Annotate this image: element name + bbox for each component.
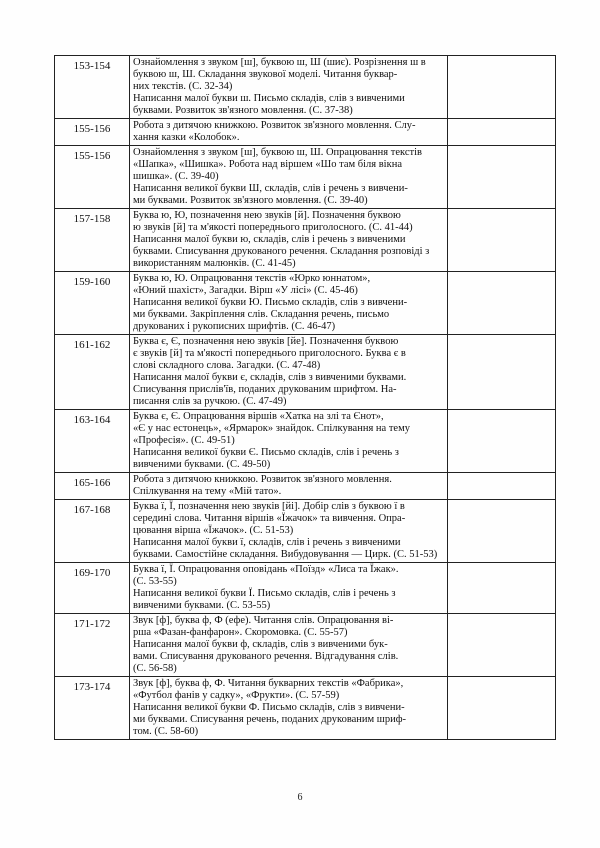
topic-line: «Професія». (С. 49-51) [133,435,235,446]
topic-line: середині слова. Читання віршів «Їжачок» та вивчення. Опра- [133,513,406,524]
table-row [55,677,556,740]
topic-line: використанням малюнків. (С. 41-45) [133,258,296,269]
topic-line: Буква є, Є, позначення нею звуків [йе]. Позначення буквою [133,336,399,347]
lesson-number-cell: 165-166 [55,473,130,500]
lesson-number-cell: 163-164 [55,410,130,473]
topic-line: Написання малої букви є, складів, слів з вивченими буквами. [133,372,407,383]
table-row [55,563,556,614]
topic-line: «Юний шахіст», Загадки. Вірш «У лісі» (С. 45-46) [133,285,358,296]
table-row [55,209,556,272]
topic-line: Буква є, Є. Опрацювання віршів «Хатка на злі та Єнот», [133,411,384,422]
topic-line: Написання великої букви Ї. Письмо складів, слів і речень з [133,588,396,599]
lesson-topic-cell [130,56,448,119]
topic-line: Буква ї, Ї, позначення нею звуків [йі]. Добір слів з буквою ї в [133,501,405,512]
lesson-topic-cell [130,119,448,146]
lesson-topic-cell [130,410,448,473]
topic-line: Написання великої букви Ш, складів, слів і речень з вивчени- [133,183,408,194]
lesson-number-cell: 161-162 [55,335,130,410]
lesson-number-cell: 171-172 [55,614,130,677]
topic-line: Написання великої букви Ю. Письмо складів, слів з вивчени- [133,297,408,308]
topic-line: Робота з дитячою книжкою. Розвиток зв'язного мовлення. [133,474,392,485]
notes-cell [448,614,556,677]
lesson-number-cell: 157-158 [55,209,130,272]
lesson-number-cell: 169-170 [55,563,130,614]
topic-line: Буква ю, Ю. Опрацювання текстів «Юрко юннатом», [133,273,371,284]
table-row [55,500,556,563]
topic-line: ми буквами. Списування речень, поданих друкованим шриф- [133,714,407,725]
notes-cell [448,473,556,500]
topic-line: рша «Фазан-фанфарон». Скоромовка. (С. 55-57) [133,627,348,638]
topic-line: ми буквами. Закріплення слів. Складання речень, письмо [133,309,390,320]
topic-line: Написання малої букви ї, складів, слів і речень з вивченими [133,537,401,548]
lesson-number-cell: 155-156 [55,146,130,209]
notes-cell [448,335,556,410]
topic-line: ю звуків [й] та м'якості попереднього приголосного. (С. 41-44) [133,222,413,233]
topic-line: друкованих і рукописних шрифтів. (С. 46-47) [133,321,336,332]
lesson-number-cell: 173-174 [55,677,130,740]
lesson-topic-cell [130,677,448,740]
lesson-number-cell: 155-156 [55,119,130,146]
topic-line: (С. 53-55) [133,576,177,587]
topic-line: «Шапка», «Шишка». Робота над віршем «Шо там біля вікна [133,159,402,170]
topic-line: (С. 56-58) [133,663,177,674]
topic-line: «Є у нас естонець», «Ярмарок» знайдок. Спілкування на тему [133,423,410,434]
topic-line: хання казки «Колобок». [133,132,240,143]
notes-cell [448,500,556,563]
lesson-topic-cell [130,500,448,563]
topic-line: буквою ш, Ш. Складання звукової моделі. Читання буквар- [133,69,398,80]
topic-line: шишка». (С. 39-40) [133,171,219,182]
lesson-plan-body [55,56,556,740]
topic-line: Спілкування на тему «Мій тато». [133,486,282,497]
topic-line: Списування прислів'їв, поданих друкованим шрифтом. На- [133,384,397,395]
topic-line: буквами. Розвиток зв'язного мовлення. (С. 37-38) [133,105,353,116]
topic-line: Звук [ф], буква ф, Ф. Читання букварних текстів «Фабрика», [133,678,404,689]
notes-cell [448,563,556,614]
topic-line: «Футбол фанів у садку», «Фрукти». (С. 57-59) [133,690,340,701]
lesson-number-cell: 167-168 [55,500,130,563]
table-row [55,614,556,677]
topic-line: Написання великої букви Є. Письмо складів, слів і речень з [133,447,399,458]
topic-line: Звук [ф], буква ф, Ф (ефе). Читання слів. Опрацювання ві- [133,615,394,626]
topic-line: вивченими буквами. (С. 49-50) [133,459,271,470]
topic-line: Написання великої букви Ф. Письмо складів, слів з вивчени- [133,702,405,713]
notes-cell [448,209,556,272]
topic-line: том. (С. 58-60) [133,726,199,737]
topic-line: ми буквами. Розвиток зв'язного мовлення. (С. 39-40) [133,195,368,206]
table-row [55,119,556,146]
notes-cell [448,56,556,119]
notes-cell [448,677,556,740]
notes-cell [448,146,556,209]
topic-line: є звуків [й] та м'якості попереднього приголосного. Буква є в [133,348,406,359]
table-row [55,56,556,119]
lesson-topic-cell [130,614,448,677]
lesson-number-cell: 159-160 [55,272,130,335]
lesson-topic-cell [130,473,448,500]
topic-line: Робота з дитячою книжкою. Розвиток зв'язного мовлення. Слу- [133,120,416,131]
notes-cell [448,119,556,146]
topic-line: буквами. Списування друкованого речення. Складання розповіді з [133,246,430,257]
table-row [55,410,556,473]
lesson-plan-table [54,55,556,740]
topic-line: цювання вірша «Їжачок». (С. 51-53) [133,525,294,536]
topic-line: Ознайомлення з звуком [ш], буквою ш, Ш. Опрацювання текстів [133,147,422,158]
page-number: 6 [297,792,303,803]
table-row [55,473,556,500]
topic-line: Буква ю, Ю, позначення нею звуків [й]. Позначення буквою [133,210,401,221]
topic-line: них текстів. (С. 32-34) [133,81,233,92]
topic-line: Написання малої букви ш. Письмо складів, слів з вивченими [133,93,405,104]
table-row [55,146,556,209]
lesson-topic-cell [130,563,448,614]
lesson-topic-cell [130,335,448,410]
lesson-number-cell: 153-154 [55,56,130,119]
lesson-topic-cell [130,209,448,272]
table-row [55,335,556,410]
topic-line: Написання малої букви ф, складів, слів з вивченими бук- [133,639,388,650]
topic-line: вами. Списування друкованого речення. Відгадування слів. [133,651,399,662]
notes-cell [448,410,556,473]
lesson-topic-cell [130,272,448,335]
notes-cell [448,272,556,335]
topic-line: вивченими буквами. (С. 53-55) [133,600,271,611]
topic-line: слові складного слова. Загадки. (С. 47-48) [133,360,321,371]
table-row [55,272,556,335]
topic-line: Ознайомлення з звуком [ш], буквою ш, Ш (шиє). Розрізнення ш в [133,57,426,68]
topic-line: писання слів за ручкою. (С. 47-49) [133,396,287,407]
topic-line: буквами. Самостійне складання. Вибудовування — Цирк. (С. 51-53) [133,549,438,560]
lesson-topic-cell [130,146,448,209]
topic-line: Буква ї, Ї. Опрацювання оповідань «Поїзд» «Лиса та Їжак». [133,564,399,575]
topic-line: Написання малої букви ю, складів, слів і речень з вивченими [133,234,406,245]
